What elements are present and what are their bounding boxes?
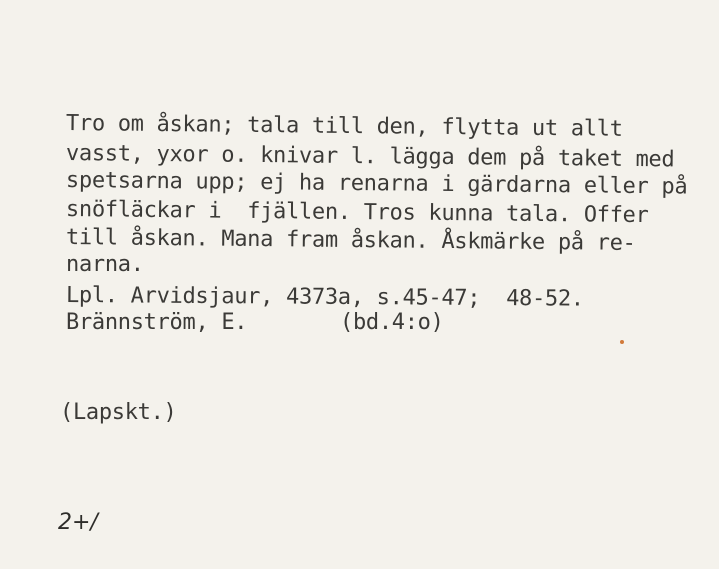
- volume-reference: (bd.4:o): [340, 310, 444, 335]
- card-text-line-3: spetsarna upp; ej ha renarna i gärdarna eller på: [65, 168, 688, 200]
- category-note: (Lapskt.): [60, 400, 177, 425]
- card-text-line-4: snöfläckar i fjällen. Tros kunna tala. Offer: [65, 197, 649, 229]
- collector-name: Brännström, E.: [66, 310, 248, 335]
- card-text-line-5: till åskan. Mana fram åskan. Åskmärke på re-: [65, 225, 636, 256]
- handwritten-mark: 2+/: [58, 510, 98, 535]
- card-text-line-2: vasst, yxor o. knivar l. lägga dem på taket med: [65, 141, 675, 173]
- source-reference: Lpl. Arvidsjaur, 4373a, s.45-47; 48-52.: [65, 283, 584, 312]
- card-text-line-1: Tro om åskan; tala till den, flytta ut allt: [65, 111, 623, 142]
- card-text-line-6: narna.: [66, 252, 144, 277]
- ink-speck: [620, 340, 624, 344]
